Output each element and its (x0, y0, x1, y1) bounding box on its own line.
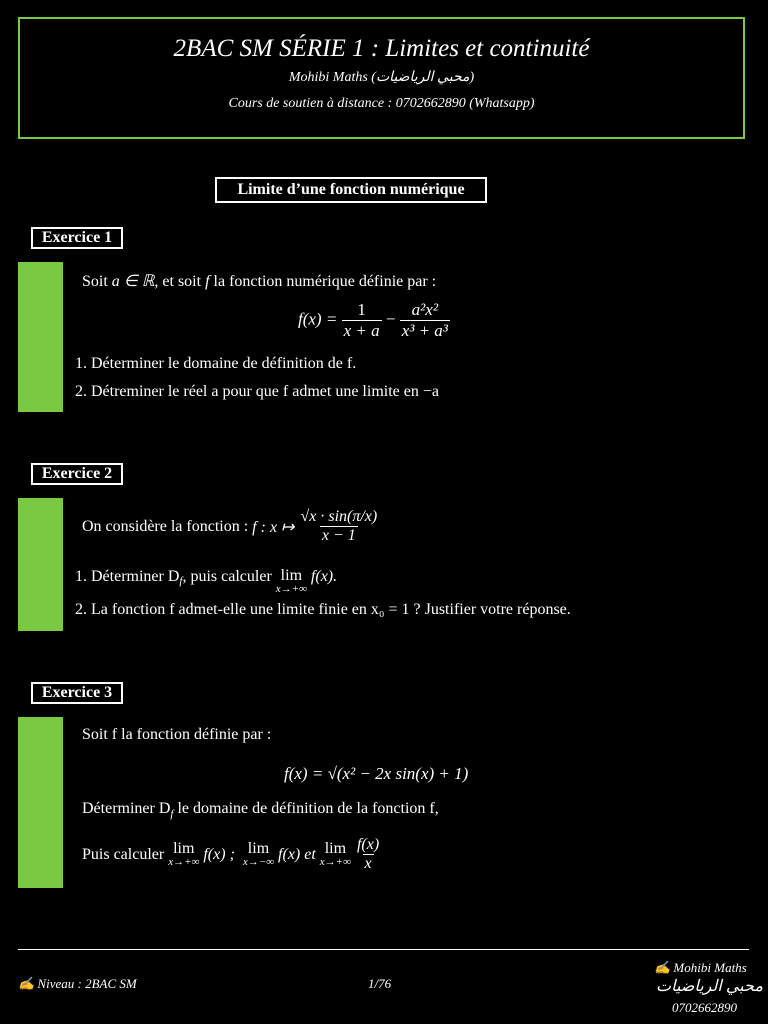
exercise-1-question-1: 1. Déterminer le domaine de définition de f. (75, 355, 357, 372)
exercise-3-equation: f(x) = √(x² − 2x sin(x) + 1) (284, 764, 469, 783)
exercise-3-label: Exercice 3 (31, 682, 123, 704)
exercise-2-bar (18, 498, 63, 631)
section-title: Limite d’une fonction numérique (215, 177, 487, 203)
header-box (18, 17, 745, 139)
page-title: 2BAC SM SÉRIE 1 : Limites et continuité (173, 35, 590, 62)
exercise-1-intro: Soit a ∈ ℝ, et soit f la fonction numérique définie par : (82, 273, 437, 290)
exercise-1-bar (18, 262, 63, 412)
footer-brand-arabic: محبي الرياضيات (656, 978, 763, 995)
contact-line: Cours de soutien à distance : 0702662890 (Whatsapp) (228, 96, 535, 111)
exercise-3-domain: Déterminer $D_f$ le domaine de définition de la fonction f, (82, 800, 439, 821)
exercise-3-limits: Puis calculer lim x→+∞ f(x) ; lim x→−∞ f(x) et lim x→+∞ $\frac{f(x)}{x}$ (82, 836, 380, 872)
exercise-2-label: Exercice 2 (31, 463, 123, 485)
exercise-3-intro: Soit f la fonction définie par : (82, 726, 272, 743)
author-line: Mohibi Maths (محبي الرياضيات) (288, 70, 475, 85)
exercise-2-question-2: 2. La fonction f admet-elle une limite finie en x₀ = 1 ? Justifier votre réponse. (75, 601, 571, 618)
footer-phone: 0702662890 (672, 1000, 737, 1015)
exercise-2-intro: On considère la fonction : f : x ↦ $\frac{√x \cdot \sin(\pi/x)}{x - 1}$ (82, 508, 378, 544)
footer-brand: ✍ Mohibi Maths (654, 960, 747, 975)
exercise-1-equation: f(x) = $\frac{1}{x + a}$ − $\frac{\text{a²x²}}{\text{x³ + a³}}$ (298, 300, 448, 340)
exercise-2-question-1: 1. Déterminer D $_f$ , puis calculer lim x→+∞ f(x). (75, 567, 338, 595)
footer-rule (18, 949, 749, 950)
exercise-1-label: Exercice 1 (31, 227, 123, 249)
footer-page-number: 1/76 (368, 976, 392, 991)
footer-level: ✍ Niveau : 2BAC SM (18, 976, 137, 991)
exercise-3-bar (18, 717, 63, 888)
exercise-1-question-2: 2. Détreminer le réel a pour que f admet une limite en −a (75, 383, 439, 400)
